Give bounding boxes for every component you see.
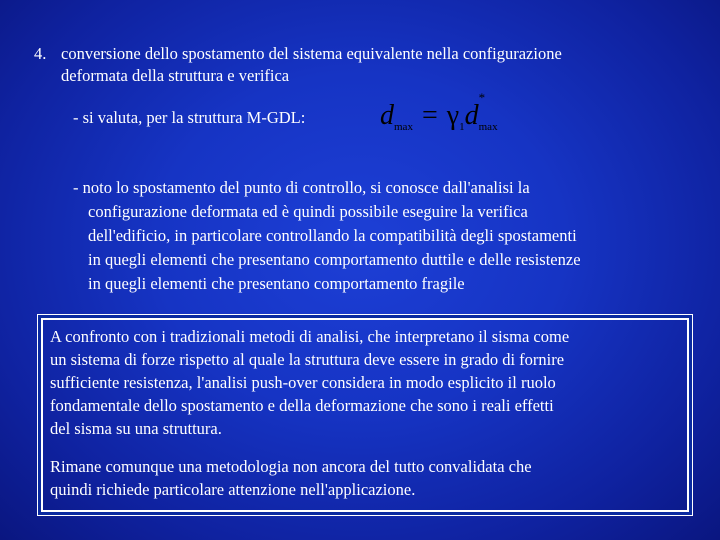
box-para1-line-4: fondamentale dello spostamento e della deformazione che sono i reali effetti: [50, 396, 554, 415]
list-item-number: 4.: [34, 44, 47, 63]
sub-item-2-line-5: in quegli elementi che presentano comportamento fragile: [88, 274, 465, 293]
box-para1-line-2: un sistema di forze rispetto al quale la struttura deve essere in grado di fornire: [50, 350, 565, 369]
sub-item-2-line-1: - noto lo spostamento del punto di controllo, si conosce dall'analisi la: [73, 178, 530, 197]
sub-item-2-line-3: dell'edificio, in particolare controllando la compatibilità degli spostamenti: [88, 226, 577, 245]
formula-rhs-sub: max: [478, 121, 498, 133]
formula-rhs-sup: *: [478, 90, 486, 105]
box-para1-line-3: sufficiente resistenza, l'analisi push-over considera in modo esplicito il ruolo: [50, 373, 556, 392]
sub-item-1: - si valuta, per la struttura M-GDL:: [73, 108, 306, 127]
box-para1-line-1: A confronto con i tradizionali metodi di analisi, che interpretano il sisma come: [50, 327, 570, 346]
formula-rhs-var: d: [464, 100, 479, 131]
box-para1-line-5: del sisma su una struttura.: [50, 419, 222, 438]
sub-item-2-line-4: in quegli elementi che presentano comportamento duttile e delle resistenze: [88, 250, 581, 269]
formula-gamma-sub: 1: [459, 121, 465, 133]
sub-item-2-line-2: configurazione deformata ed è quindi possibile eseguire la verifica: [88, 202, 528, 221]
box-para2-line-1: Rimane comunque una metodologia non ancora del tutto convalidata che: [50, 457, 532, 476]
box-para2-line-2: quindi richiede particolare attenzione nell'applicazione.: [50, 480, 416, 499]
formula-lhs-sub: max: [394, 121, 413, 133]
point4-line-1: conversione dello spostamento del sistema equivalente nella configurazione: [61, 44, 562, 63]
point4-line-2: deformata della struttura e verifica: [61, 66, 290, 85]
displacement-formula: [380, 90, 520, 140]
formula-equals: =: [421, 100, 438, 131]
formula-lhs-var: d: [380, 100, 394, 131]
formula-gamma: γ: [446, 100, 460, 131]
